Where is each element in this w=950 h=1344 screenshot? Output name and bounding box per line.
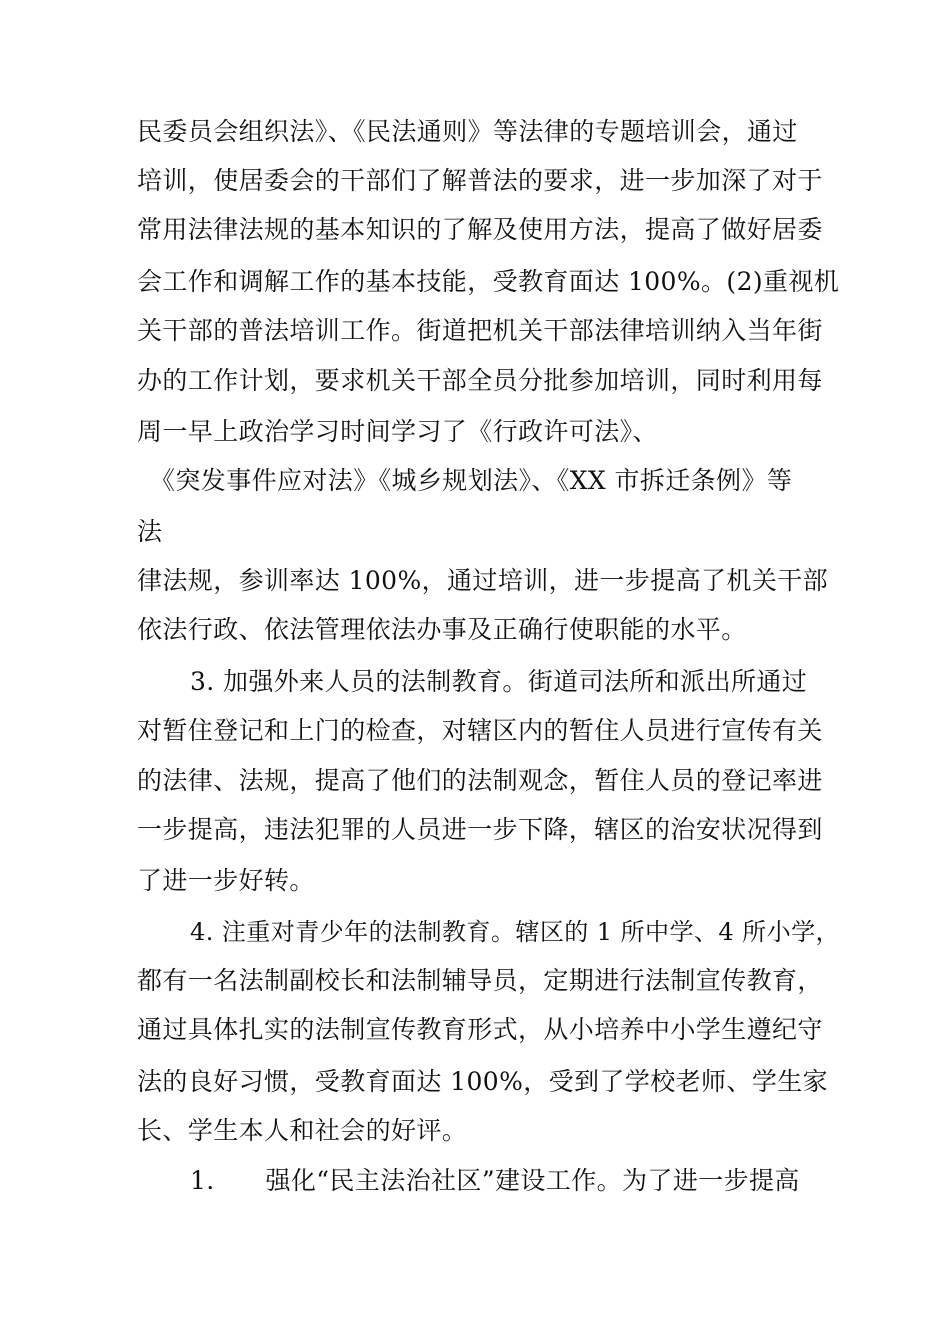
paragraph-line: 依法行政、依法管理依法办事及正确行使职能的水平。 [137,615,747,644]
paragraph-line: 会工作和调解工作的基本技能，受教育面达 100%。(2)重视机 [137,267,840,296]
paragraph-line: 民委员会组织法》、《民法通则》等法律的专题培训会，通过 [137,117,798,146]
paragraph-line: 法 [137,517,163,546]
paragraph-line: 常用法律法规的基本知识的了解及使用方法，提高了做好居委 [137,215,823,244]
paragraph-line: 法的良好习惯，受教育面达 100%，受到了学校老师、学生家 [137,1067,829,1096]
paragraph-line: 关干部的普法培训工作。街道把机关干部法律培训纳入当年街 [137,316,823,345]
paragraph-line: 3. 加强外来人员的法制教育。街道司法所和派出所通过 [190,667,808,696]
paragraph-line: 了进一步好转。 [137,866,315,895]
paragraph-line: 对暂住登记和上门的检查，对辖区内的暂住人员进行宣传有关 [137,716,823,745]
paragraph-line: 培训，使居委会的干部们了解普法的要求，进一步加深了对于 [137,166,823,195]
paragraph-line: 4. 注重对青少年的法制教育。辖区的 1 所中学、4 所小学， [190,918,841,946]
paragraph-line: 律法规，参训率达 100%，通过培训，进一步提高了机关干部 [137,566,829,595]
paragraph-line: 的法律、法规，提高了他们的法制观念，暂住人员的登记率进 [137,766,823,795]
paragraph-line: 长、学生本人和社会的好评。 [137,1116,468,1145]
paragraph-line: 办的工作计划，要求机关干部全员分批参加培训，同时利用每 [137,366,823,395]
paragraph-line: 都有一名法制副校长和法制辅导员，定期进行法制宣传教育， [137,966,823,995]
paragraph-line: 《突发事件应对法》《城乡规划法》、《XX 市拆迁条例》等 [150,466,793,495]
paragraph-line: 一步提高，违法犯罪的人员进一步下降，辖区的治安状况得到 [137,815,823,844]
paragraph-line: 通过具体扎实的法制宣传教育形式，从小培养中小学生遵纪守 [137,1015,823,1044]
paragraph-line: 1. 强化“民主法治社区”建设工作。为了进一步提高 [190,1166,800,1195]
paragraph-line: 周一早上政治学习时间学习了《行政许可法》、 [137,417,658,446]
